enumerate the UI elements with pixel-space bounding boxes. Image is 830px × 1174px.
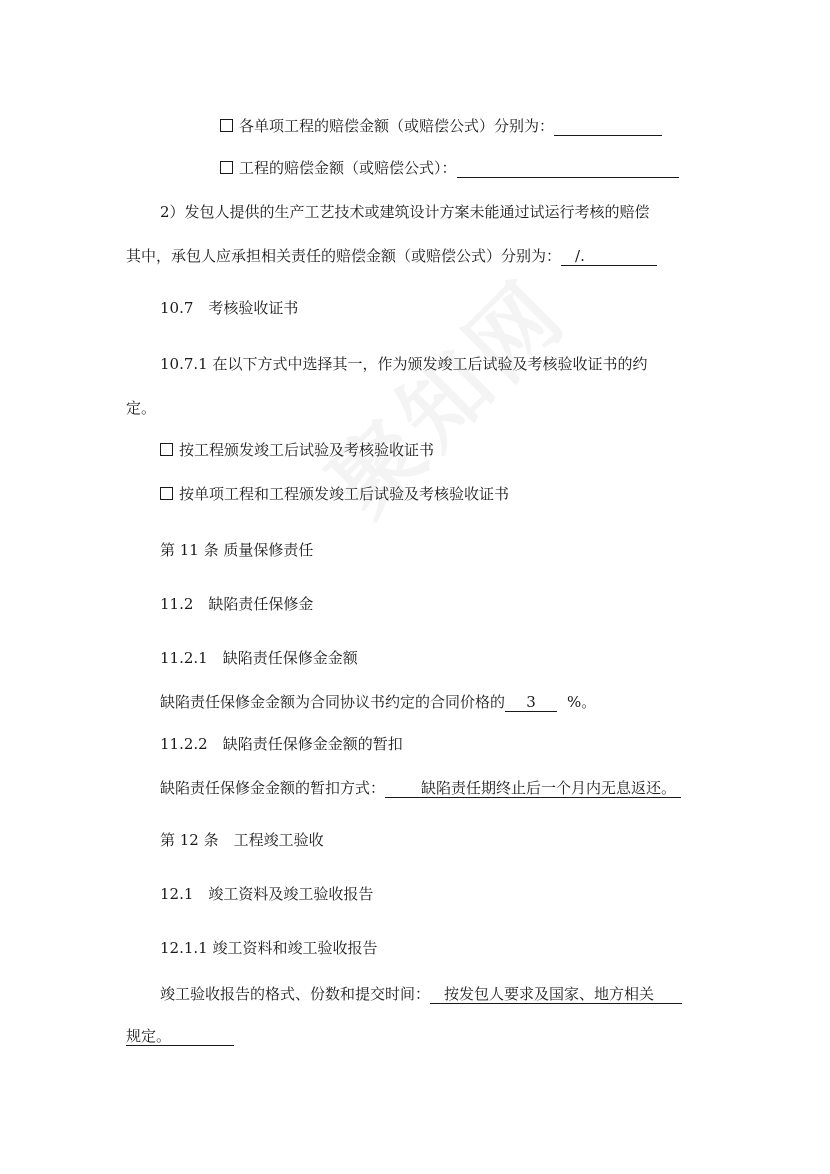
option-label: 各单项工程的赔偿金额（或赔偿公式）分别为：: [239, 117, 555, 135]
paragraph-contractor-liability: [126, 246, 657, 266]
section-heading-10-7: 10.7 考核验收证书: [160, 299, 299, 317]
section-heading-11-2-1: 11.2.1 缺陷责任保修金金额: [160, 649, 358, 667]
retention-percent-value[interactable]: 3: [505, 693, 557, 712]
section-heading-11-2-2: 11.2.2 缺陷责任保修金金额的暂扣: [160, 735, 403, 753]
section-heading-11-2: 11.2 缺陷责任保修金: [160, 595, 314, 613]
paragraph-10-7-1: 10.7.1 在以下方式中选择其一，作为颁发竣工后试验及考核验收证书的约: [160, 355, 648, 373]
paragraph-item-2: 2）发包人提供的生产工艺技术或建筑设计方案未能通过试运行考核的赔偿: [160, 203, 650, 221]
checkbox-project[interactable]: [220, 161, 233, 174]
section-heading-12-1-1: 12.1.1 竣工资料和竣工验收报告: [160, 939, 378, 957]
report-format-value-cont[interactable]: 规定。: [126, 1027, 234, 1046]
option-by-project: [160, 440, 434, 460]
option-project-compensation: [220, 158, 679, 178]
paragraph-retention-withholding: [160, 778, 681, 798]
checkbox-single-project[interactable]: [220, 119, 233, 132]
paragraph-10-7-1-cont: 定。: [126, 399, 157, 417]
paragraph-text: 缺陷责任保修金金额为合同协议书约定的合同价格的: [160, 693, 506, 711]
checkbox-by-project[interactable]: [160, 443, 173, 456]
blank-field[interactable]: [457, 159, 679, 178]
option-by-single-project: [160, 484, 509, 504]
option-single-project-compensation: [220, 116, 662, 136]
option-label: 按工程颁发竣工后试验及考核验收证书: [179, 441, 435, 459]
blank-field[interactable]: [554, 117, 662, 136]
section-heading-12-1: 12.1 竣工资料及竣工验收报告: [160, 885, 374, 903]
paragraph-text: 其中，承包人应承担相关责任的赔偿金额（或赔偿公式）分别为：: [126, 247, 562, 265]
percent-suffix: %。: [567, 693, 597, 711]
withholding-method-value[interactable]: 缺陷责任期终止后一个月内无息返还。: [385, 779, 681, 798]
checkbox-by-single-project[interactable]: [160, 487, 173, 500]
paragraph-text: 竣工验收报告的格式、份数和提交时间：: [160, 985, 431, 1003]
option-label: 工程的赔偿金额（或赔偿公式）：: [239, 159, 457, 177]
article-heading-11: 第 11 条 质量保修责任: [160, 541, 314, 559]
report-format-value[interactable]: 按发包人要求及国家、地方相关: [430, 985, 682, 1004]
article-heading-12: 第 12 条 工程竣工验收: [160, 831, 324, 849]
paragraph-report-format: [160, 984, 682, 1004]
option-label: 按单项工程和工程颁发竣工后试验及考核验收证书: [179, 485, 510, 503]
paragraph-report-format-cont: [126, 1026, 234, 1046]
paragraph-retention-amount: [160, 692, 596, 712]
blank-field-value[interactable]: /.: [561, 247, 657, 266]
paragraph-text: 缺陷责任保修金金额的暂扣方式：: [160, 779, 386, 797]
